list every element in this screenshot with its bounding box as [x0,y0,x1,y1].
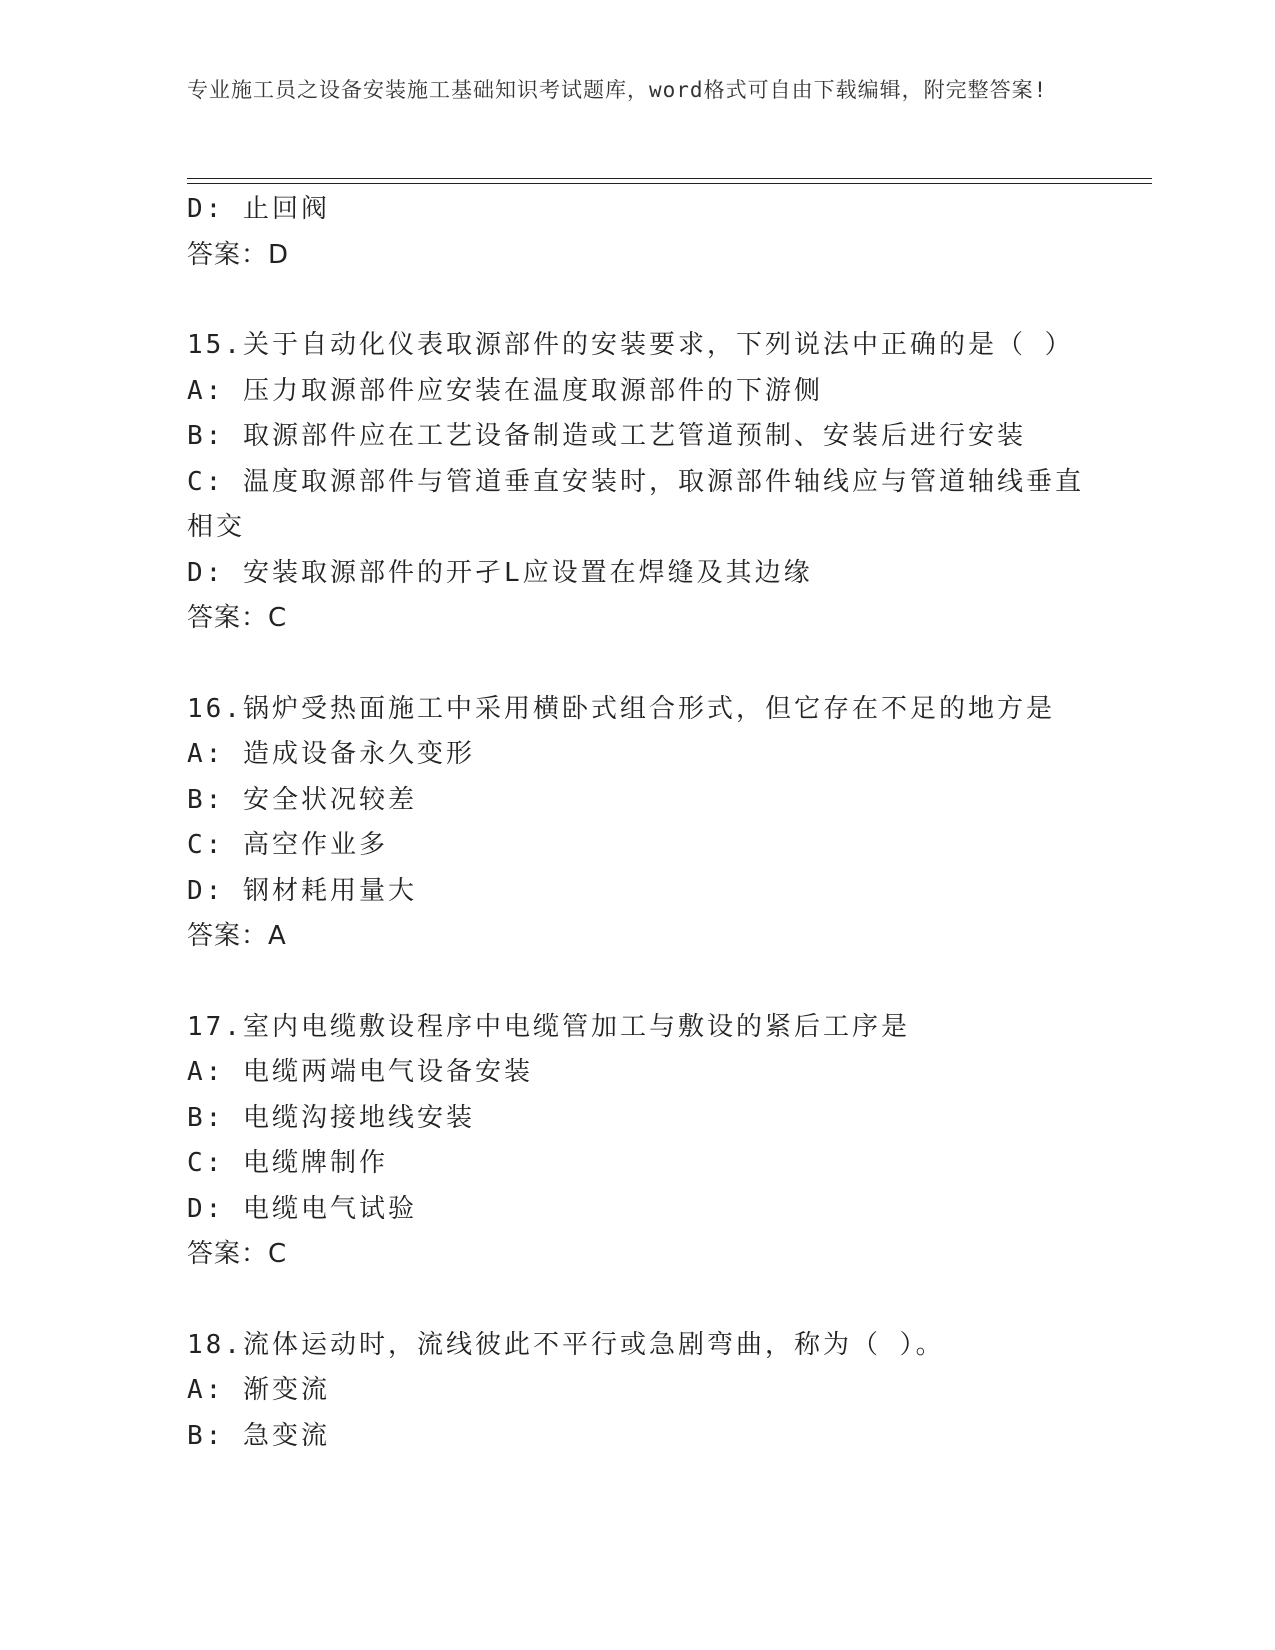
answer-line: 答案：D [187,239,290,270]
question-stem: 15.关于自动化仪表取源部件的安装要求，下列说法中正确的是（ ） [187,330,1074,360]
option-b: B: 电缆沟接地线安装 [187,1102,475,1133]
option-c: C: 电缆牌制作 [187,1148,388,1178]
spacer [187,1278,1087,1323]
option-a: A: 渐变流 [187,1375,330,1405]
option-d: D: 钢材耗用量大 [187,875,417,906]
option-c: C: 温度取源部件与管道垂直安装时，取源部件轴线应与管道轴线垂直相交 [187,466,1084,542]
option-a: A: 电缆两端电气设备安装 [187,1057,533,1087]
option-d: D: 电缆电气试验 [187,1193,417,1224]
question-stem: 17.室内电缆敷设程序中电缆管加工与敷设的紧后工序是 [187,1011,910,1042]
option-a: A: 压力取源部件应安装在温度取源部件的下游侧 [187,375,823,406]
spacer [187,642,1087,687]
question-stem: 16.锅炉受热面施工中采用横卧式组合形式，但它存在不足的地方是 [187,693,1055,724]
option-d: D: 止回阀 [187,194,330,224]
spacer [187,278,1087,323]
spacer [187,960,1087,1005]
option-d: D: 安装取源部件的开孑L应设置在焊缝及其边缘 [187,557,813,588]
question-content [187,187,1087,1459]
header-rule-top [187,178,1152,179]
answer-line: 答案：C [187,1239,288,1269]
option-a: A: 造成设备永久变形 [187,739,475,769]
question-stem: 18.流体运动时，流线彼此不平行或急剧弯曲，称为（ ）。 [187,1329,945,1360]
option-c: C: 高空作业多 [187,830,388,860]
document-header: 专业施工员之设备安装施工基础知识考试题库，word格式可自由下载编辑，附完整答案! [187,78,1048,102]
answer-line: 答案：A [187,921,287,951]
header-rule-bottom [187,183,1152,184]
answer-line: 答案：C [187,603,288,633]
option-b: B: 安全状况较差 [187,784,417,815]
option-b: B: 取源部件应在工艺设备制造或工艺管道预制、安装后进行安装 [187,421,1026,451]
option-b: B: 急变流 [187,1420,330,1451]
